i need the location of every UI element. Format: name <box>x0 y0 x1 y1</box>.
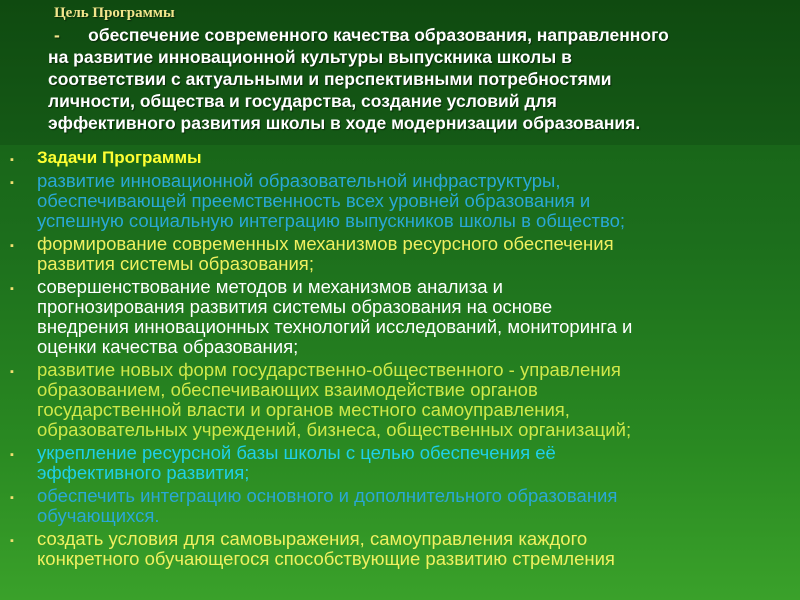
goal-first-line <box>48 0 768 24</box>
goal-title: Цель Программы <box>54 5 175 21</box>
task-item-resource-base <box>0 443 800 483</box>
task-item-integration <box>0 486 800 526</box>
goal-dash: - <box>54 25 60 45</box>
bullet-icon: ▪ <box>10 535 14 547</box>
bullet-icon: ▪ <box>10 449 14 461</box>
task-item-resources <box>0 234 800 274</box>
goal-block <box>48 0 768 134</box>
task-line: обеспечить интеграцию основного и дополнительного образования <box>37 485 618 506</box>
bullet-icon: ▪ <box>10 240 14 252</box>
goal-text-line: обеспечение современного качества образования, направленного <box>88 25 669 45</box>
task-line: развития системы образования; <box>37 253 314 274</box>
task-line: образовательных учреждений, бизнеса, общественных организаций; <box>37 419 632 440</box>
task-line: укрепление ресурсной базы школы с целью обеспечения её <box>37 442 556 463</box>
goal-text-line: эффективного развития школы в ходе модернизации образования. <box>48 113 641 133</box>
bullet-icon: ▪ <box>10 492 14 504</box>
task-item-governance <box>0 360 800 440</box>
task-line: государственной власти и органов местного самоуправления, <box>37 399 570 420</box>
tasks-list <box>0 148 800 572</box>
task-line: развитие инновационной образовательной инфраструктуры, <box>37 170 561 191</box>
task-line: формирование современных механизмов ресурсного обеспечения <box>37 233 614 254</box>
tasks-title: Задачи Программы <box>37 148 202 167</box>
task-item-self-expression <box>0 529 800 569</box>
goal-text-line: на развитие инновационной культуры выпускника школы в <box>48 47 572 67</box>
bullet-icon: ▪ <box>10 366 14 378</box>
task-line: обучающихся. <box>37 505 160 526</box>
bullet-icon: ▪ <box>10 283 14 295</box>
task-line: успешную социальную интеграцию выпускников школы в общество; <box>37 210 625 231</box>
task-line: развитие новых форм государственно-общественного - управления <box>37 359 621 380</box>
task-line: образованием, обеспечивающих взаимодействие органов <box>37 379 538 400</box>
bullet-icon: ▪ <box>10 177 14 189</box>
task-line: прогнозирования развития системы образования на основе <box>37 296 553 317</box>
task-line: обеспечивающей преемственность всех уровней образования и <box>37 190 591 211</box>
task-line: конкретного обучающегося способствующие развитию стремления <box>37 548 615 569</box>
task-line: оценки качества образования; <box>37 336 299 357</box>
task-line: эффективного развития; <box>37 462 250 483</box>
goal-text-line: личности, общества и государства, создание условий для <box>48 91 557 111</box>
task-item-infrastructure <box>0 171 800 231</box>
goal-line <box>48 24 768 46</box>
bullet-icon: ▪ <box>10 154 14 166</box>
goal-text-line: соответствии с актуальными и перспективными потребностями <box>48 69 612 89</box>
task-line: совершенствование методов и механизмов анализа и <box>37 276 503 297</box>
task-item-methods <box>0 277 800 357</box>
task-line: внедрения инновационных технологий исследований, мониторинга и <box>37 316 633 337</box>
tasks-title-item <box>0 148 800 168</box>
task-line: создать условия для самовыражения, самоуправления каждого <box>37 528 588 549</box>
